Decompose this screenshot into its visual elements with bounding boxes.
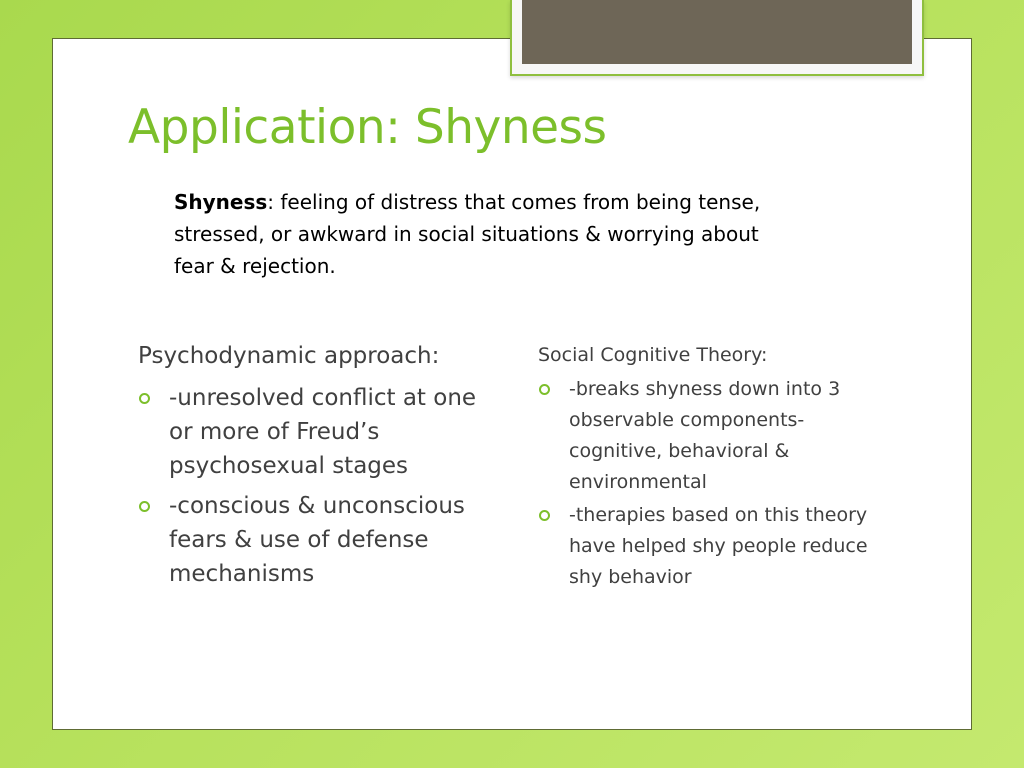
ring-bullet-icon: [539, 384, 550, 395]
social-cognitive-heading: Social Cognitive Theory:: [538, 344, 768, 366]
ring-bullet-icon: [539, 510, 550, 521]
photo-frame: [510, 0, 924, 76]
list-item-text: -unresolved conflict at one or more of Freud’s psychosexual stages: [169, 385, 477, 479]
psychodynamic-bullet-list: [138, 381, 488, 591]
photo-placeholder: [522, 0, 912, 64]
social-cognitive-column: [538, 340, 898, 595]
ring-bullet-icon: [139, 393, 150, 404]
definition-text: [174, 186, 804, 282]
social-cognitive-bullet-list: [538, 374, 898, 593]
list-item-text: -therapies based on this theory have helped shy people reduce shy behavior: [569, 504, 868, 588]
list-item: [138, 489, 488, 591]
definition-body: : feeling of distress that comes from being tense, stressed, or awkward in social situations & worrying about fear & rejection.: [174, 190, 761, 278]
list-item: [138, 381, 488, 483]
list-item: [538, 374, 898, 498]
definition-term: Shyness: [174, 190, 268, 214]
list-item-text: -conscious & unconscious fears & use of defense mechanisms: [169, 493, 465, 587]
slide-title: Application: Shyness: [128, 100, 607, 155]
list-item: [538, 500, 898, 593]
psychodynamic-column: [138, 340, 488, 597]
list-item-text: -breaks shyness down into 3 observable components- cognitive, behavioral & environmental: [569, 378, 841, 493]
psychodynamic-heading: Psychodynamic approach:: [138, 343, 440, 369]
ring-bullet-icon: [139, 501, 150, 512]
